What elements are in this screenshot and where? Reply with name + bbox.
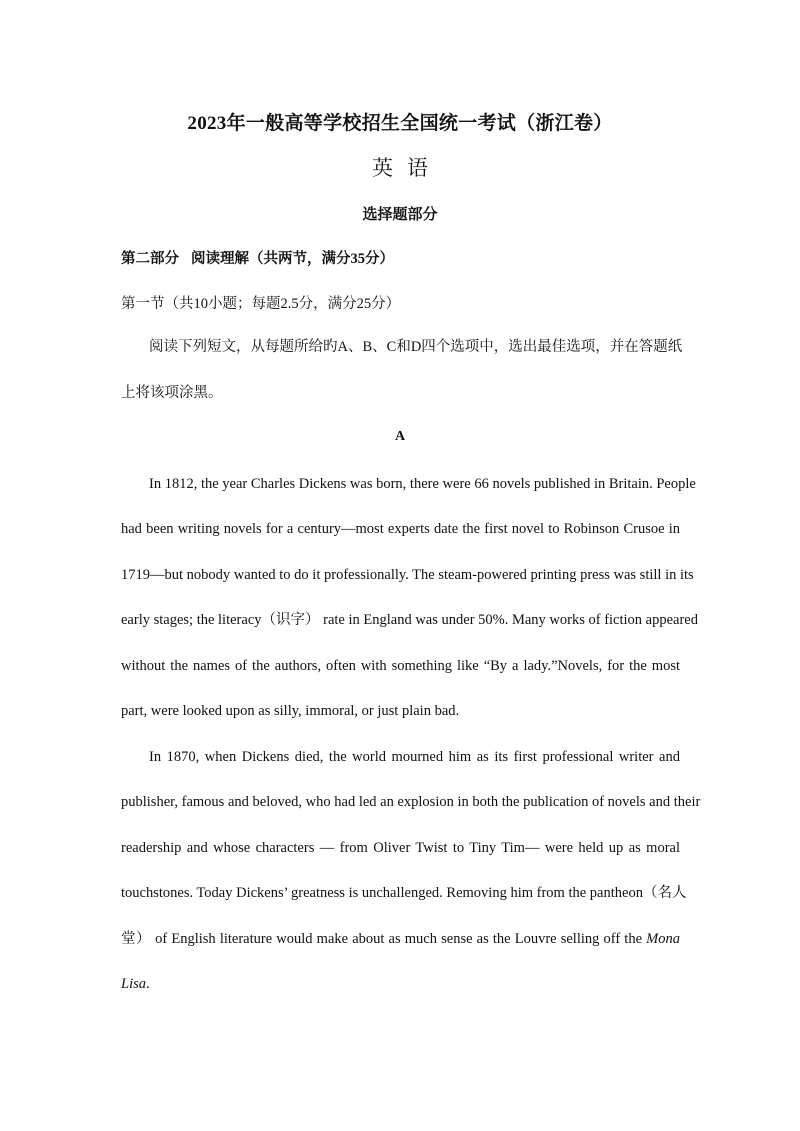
italic-title: Lisa (121, 976, 146, 992)
paragraph-line (121, 974, 680, 994)
part-number: 第二部分 (121, 251, 179, 267)
exam-title: 2023年一般高等学校招生全国统一考试（浙江卷） (187, 113, 613, 134)
paragraph-text: 堂） of English literature would make about as much sense as the Louvre selling off the (121, 931, 647, 947)
paragraph-text: . (146, 976, 150, 992)
paragraph-line: readership and whose characters — from Oliver Twist to Tiny Tim— were held up as moral (121, 840, 680, 856)
paragraph-line: 1719—but nobody wanted to do it professionally. The steam-powered printing press was still in its (121, 567, 694, 583)
paragraph-line: publisher, famous and beloved, who had led an explosion in both the publication of novels and their (121, 794, 701, 810)
subject-title: 英语 (372, 156, 442, 180)
passage-letter: A (394, 429, 406, 444)
italic-title: Mona (646, 931, 680, 947)
instructions-line: 上将该项涂黑。 (121, 385, 223, 401)
part-heading (121, 247, 394, 268)
paragraph-line: early stages; the literacy（识字） rate in England was under 50%. Many works of fiction appeared (121, 612, 698, 628)
part-title: 阅读理解（共两节，满分35分） (191, 251, 394, 267)
paragraph-line: had been writing novels for a century—most experts date the first novel to Robinson Crusoe in (121, 521, 680, 537)
paragraph-line (121, 929, 680, 949)
paragraph-line: touchstones. Today Dickens’ greatness is unchallenged. Removing him from the pantheon（名人 (121, 885, 687, 901)
subsection-heading: 第一节（共10小题；每题2.5分，满分25分） (121, 296, 401, 312)
paragraph-line: In 1870, when Dickens died, the world mourned him as its first professional writer and (149, 749, 680, 765)
section-heading: 选择题部分 (362, 207, 438, 223)
paragraph-line: part, were looked upon as silly, immoral, or just plain bad. (121, 703, 460, 719)
paragraph-line: without the names of the authors, often with something like “By a lady.”Novels, for the most (121, 658, 680, 674)
paragraph-line: In 1812, the year Charles Dickens was born, there were 66 novels published in Britain. People (149, 476, 696, 492)
instructions-line: 阅读下列短文，从每题所给旳A、B、C和D四个选项中，选出最佳选项，并在答题纸 (149, 339, 683, 355)
